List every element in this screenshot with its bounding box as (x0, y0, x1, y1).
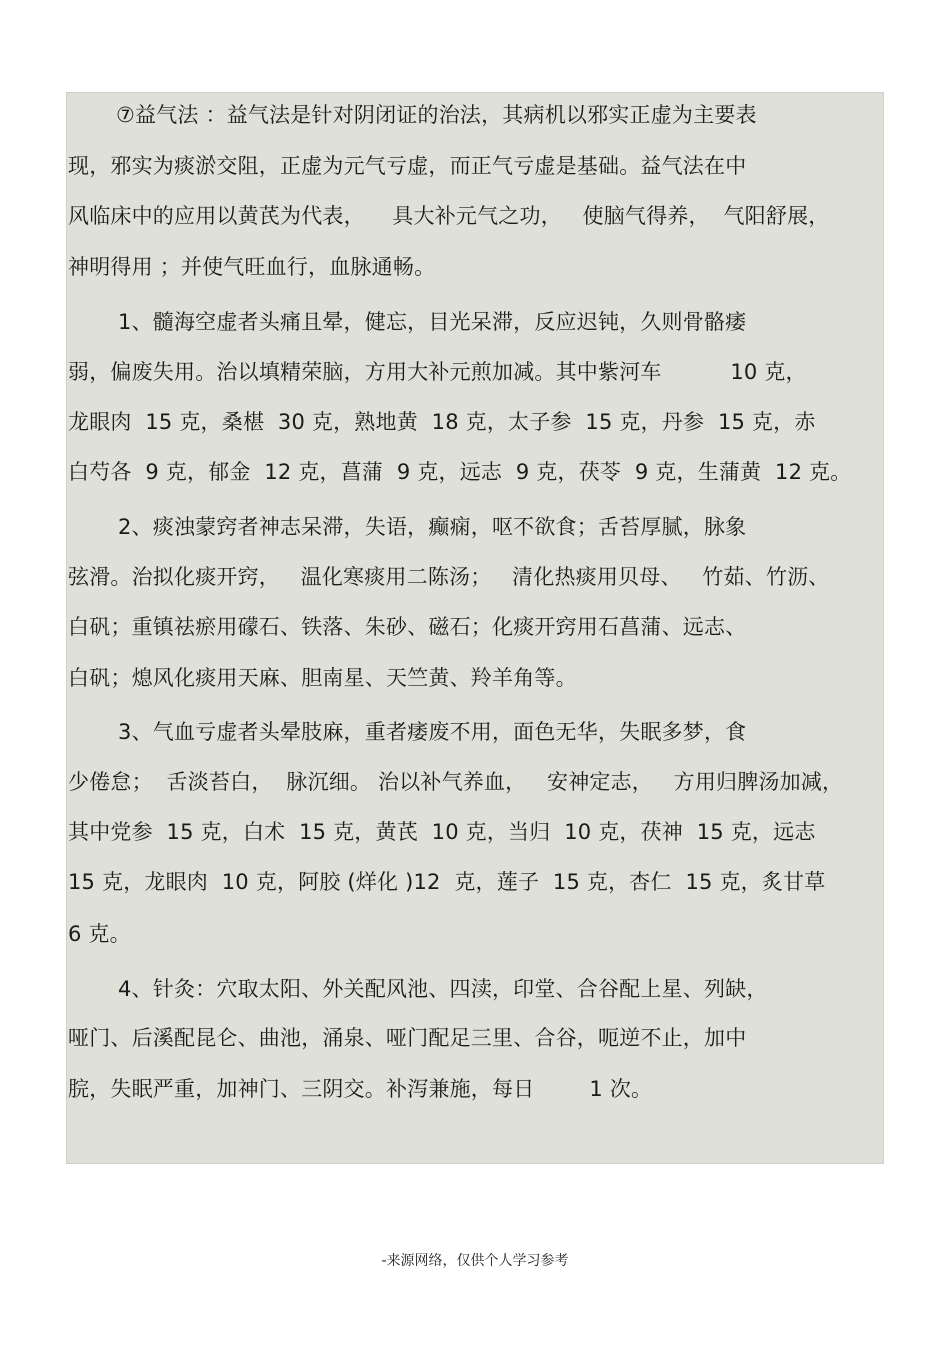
text-line: 4、针灸：穴取太阳、外关配风池、四渎，印堂、合谷配上星、列缺， (118, 977, 768, 1001)
text-line: 风临床中的应用以黄芪为代表， 具大补元气之功， 使脑气得养， 气阳舒展， (68, 204, 830, 228)
text-line: 哑门、后溪配昆仑、曲池，涌泉、哑门配足三里、合谷，呃逆不止，加中 (68, 1026, 747, 1050)
text-line: 少倦怠； 舌淡苔白， 脉沉细。 治以补气养血， 安神定志， 方用归脾汤加减， (68, 770, 844, 794)
text-line: 龙眼肉 15 克，桑椹 30 克，熟地黄 18 克，太子参 15 克，丹参 15 克，赤 (68, 410, 816, 434)
text-line: 现，邪实为痰淤交阻，正虚为元气亏虚，而正气亏虚是基础。益气法在中 (68, 154, 747, 178)
text-line: 3、气血亏虚者头晕肢麻，重者痿废不用，面色无华，失眠多梦，食 (118, 720, 747, 744)
text-line: 白芍各 9 克，郁金 12 克，菖蒲 9 克，远志 9 克，茯苓 9 克，生蒲黄 12 克。 (68, 460, 852, 484)
text-line: 弱，偏废失用。治以填精荣脑，方用大补元煎加减。其中紫河车 10 克， (68, 360, 807, 384)
text-line: 白矾；熄风化痰用天麻、胆南星、天竺黄、羚羊角等。 (68, 666, 577, 690)
text-line: 其中党参 15 克，白术 15 克，黄芪 10 克，当归 10 克，茯神 15 克，远志 (68, 820, 816, 844)
text-line: 15 克，龙眼肉 10 克，阿胶 (烊化 )12 克，莲子 15 克，杏仁 15 克，炙甘草 (68, 870, 826, 894)
page-footer: -来源网络，仅供个人学习参考 (381, 1253, 569, 1269)
text-line: 6 克。 (68, 922, 131, 946)
text-line: 弦滑。治拟化痰开窍， 温化寒痰用二陈汤； 清化热痰用贝母、 竹茹、竹沥、 (68, 565, 830, 589)
text-line: 2、痰浊蒙窍者神志呆滞，失语，癫痫，呕不欲食；舌苔厚腻，脉象 (118, 515, 747, 539)
text-line: 神明得用 ；并使气旺血行，血脉通畅。 (68, 255, 436, 279)
text-line: 1、髓海空虚者头痛且晕，健忘，目光呆滞，反应迟钝，久则骨骼痿 (118, 310, 747, 334)
text-line: 白矾；重镇祛瘀用礞石、铁落、朱砂、磁石；化痰开窍用石菖蒲、远志、 (68, 615, 747, 639)
text-line: ⑦益气法 ：益气法是针对阴闭证的治法，其病机以邪实正虚为主要表 (116, 103, 757, 127)
document-text-panel (66, 92, 884, 1164)
text-line: 脘，失眠严重，加神门、三阴交。补泻兼施，每日 1 次。 (68, 1077, 653, 1101)
